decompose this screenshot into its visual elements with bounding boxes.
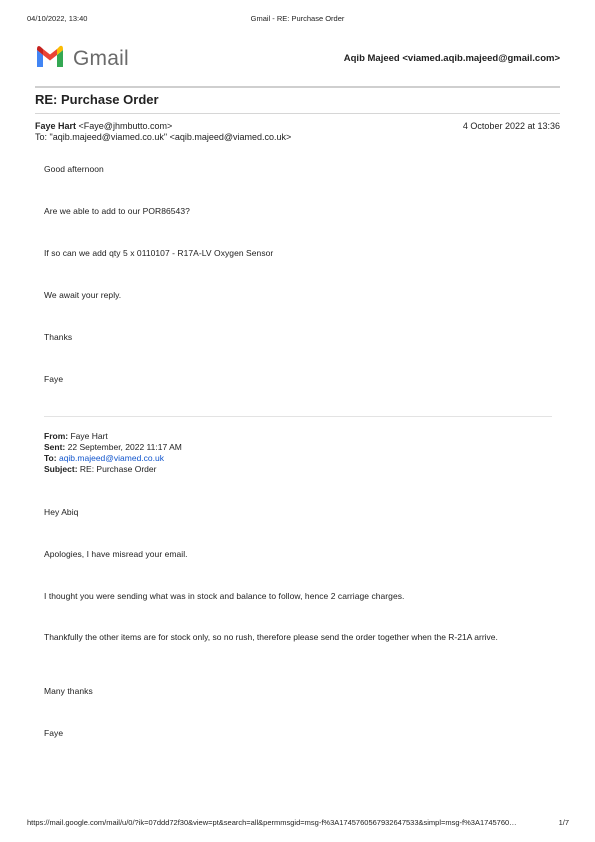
gmail-m-icon	[35, 45, 65, 69]
body-line: If so can we add qty 5 x 0110107 - R17A-LV Oxygen Sensor	[44, 248, 274, 258]
body-line: Are we able to add to our POR86543?	[44, 206, 190, 216]
quoted-body-line: Apologies, I have misread your email.	[44, 549, 188, 559]
quoted-sent-label: Sent:	[44, 442, 66, 452]
print-title: Gmail - RE: Purchase Order	[250, 14, 345, 23]
quoted-from-label: From:	[44, 431, 69, 441]
header-divider	[35, 86, 560, 88]
quoted-to-label: To:	[44, 453, 57, 463]
quoted-subject-label: Subject:	[44, 464, 78, 474]
account-label: Aqib Majeed <viamed.aqib.majeed@gmail.com>	[343, 53, 560, 64]
quoted-body-line: Faye	[44, 728, 64, 738]
subject-divider	[35, 113, 560, 114]
quoted-from	[44, 431, 108, 441]
print-footer-url: https://mail.google.com/mail/u/0/?ik=07ddd72f30&view=pt&search=all&permmsgid=msg-f%3A1745760567932647533&simpl=msg-f%3A1745760…	[27, 818, 517, 827]
message-from	[35, 121, 172, 131]
sender-email: <Faye@jhmbutto.com>	[78, 121, 173, 131]
print-page-number: 1/7	[558, 818, 569, 827]
quoted-from-value: Faye Hart	[70, 431, 108, 441]
quoted-body-line: Hey Abiq	[44, 507, 79, 517]
body-line: Faye	[44, 374, 64, 384]
quote-separator	[44, 416, 552, 417]
body-line: We await your reply.	[44, 290, 122, 300]
gmail-logo[interactable]	[35, 45, 135, 71]
quoted-body-line: Thankfully the other items are for stock only, so no rush, therefore please send the order together when the R-21A arrive.	[44, 632, 498, 642]
quoted-sent-value: 22 September, 2022 11:17 AM	[67, 442, 182, 452]
body-line: Good afternoon	[44, 164, 104, 174]
message-date: 4 October 2022 at 13:36	[462, 121, 560, 131]
print-datetime: 04/10/2022, 13:40	[27, 14, 88, 23]
quoted-body-line: Many thanks	[44, 686, 93, 696]
body-line: Thanks	[44, 332, 73, 342]
quoted-sent	[44, 442, 182, 452]
thread-subject: RE: Purchase Order	[35, 92, 159, 107]
quoted-subject	[44, 464, 156, 474]
quoted-to-link[interactable]: aqib.majeed@viamed.co.uk	[58, 453, 164, 463]
quoted-subject-value: RE: Purchase Order	[79, 464, 157, 474]
quoted-body-line: I thought you were sending what was in stock and balance to follow, hence 2 carriage charges.	[44, 591, 405, 601]
gmail-wordmark: Gmail	[73, 47, 129, 70]
quoted-to	[44, 453, 164, 463]
message-to: To: "aqib.majeed@viamed.co.uk" <aqib.majeed@viamed.co.uk>	[35, 132, 292, 142]
sender-name: Faye Hart	[35, 121, 77, 131]
